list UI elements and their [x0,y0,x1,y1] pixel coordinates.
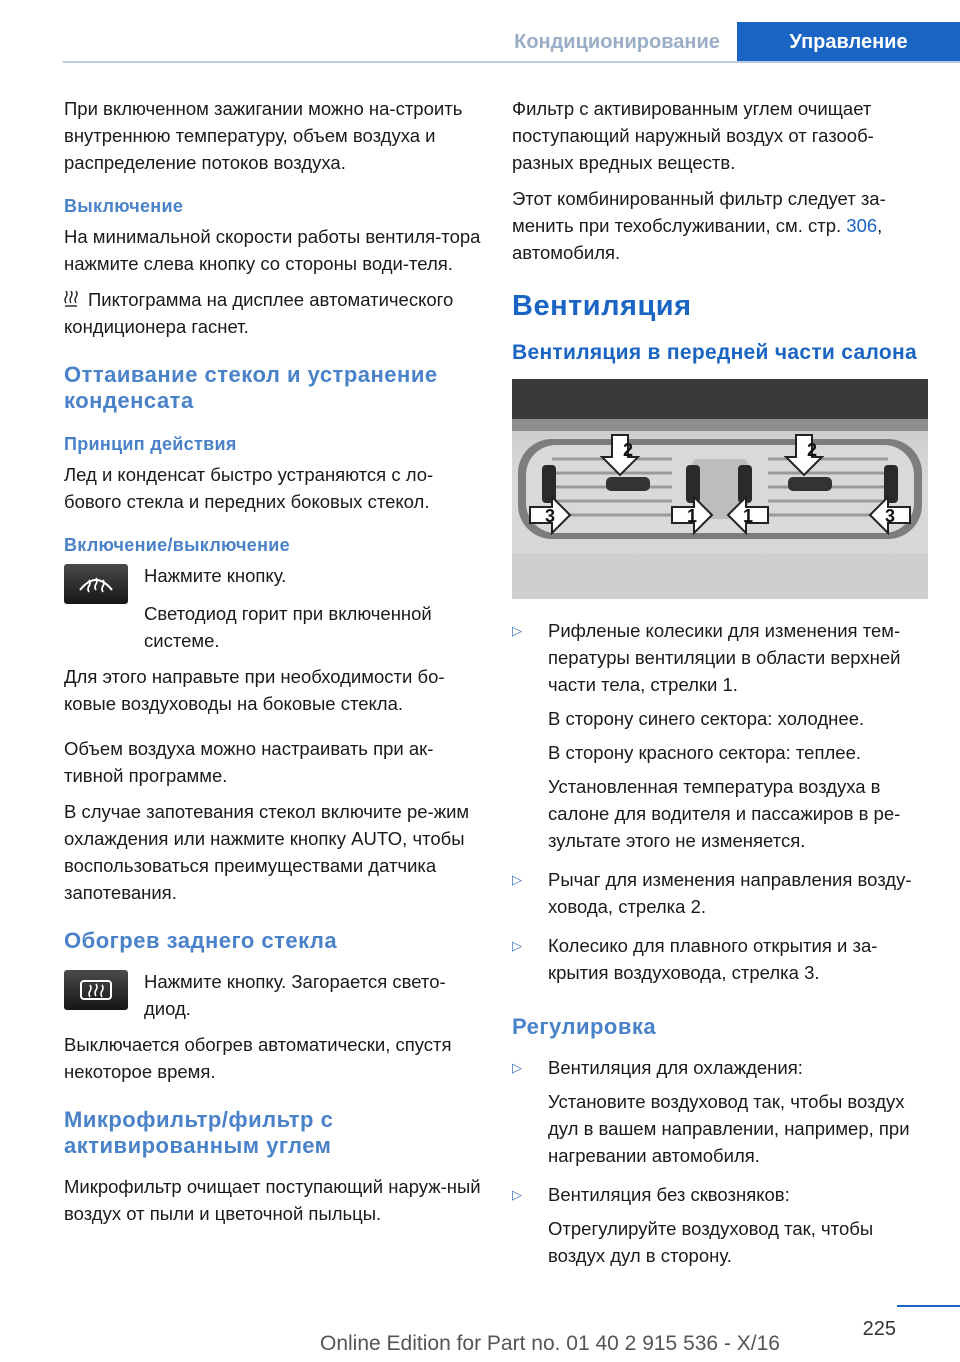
filter-heading: Микрофильтр/фильтр с активированным углем [64,1107,334,1158]
triangle-bullet-icon: ▷ [512,1060,522,1075]
dashboard-vents-photo [512,379,928,599]
filter-paragraph: Микрофильтр очищает поступающий наруж-ный воздух от пыли и цветочной пыльцы. [64,1176,481,1224]
triangle-bullet-icon: ▷ [512,938,522,953]
rear-press-text: Нажмите кнопку. Загорается свето-диод. [144,971,446,1019]
photo-label-3-right: 3 [884,506,896,526]
defrost-heading: Оттаивание стекол и устранение конденсата [64,362,438,413]
onoff-heading: Включение/выключение [64,535,290,555]
rear-button-row [64,968,482,1031]
right-column [512,95,932,1281]
header-section-tab: Кондиционирование [514,30,720,53]
edition-footer: Online Edition for Part no. 01 40 2 915 536 - X/16 [320,1332,780,1355]
led-paragraph [64,600,482,654]
off-paragraph: На минимальной скорости работы вентиля-тора нажмите слева кнопку со стороны води-теля. [64,226,481,274]
rear-heading: Обогрев заднего стекла [64,928,338,953]
rear-window-defrost-button-icon [64,970,128,1010]
triangle-bullet-icon: ▷ [512,623,522,638]
off-note-paragraph [64,286,482,340]
photo-label-1-right: 1 [742,506,754,526]
header-chapter-tab: Управление [737,22,960,62]
list-item: ▷ Рычаг для изменения направления возду-ховода, стрелка 2. [512,866,932,920]
direct-vents-paragraph: Для этого направьте при необходимости бо-ковые воздуховоды на боковые стекла. [64,666,445,714]
rear-off-paragraph: Выключается обогрев автоматически, спустя некоторое время. [64,1034,452,1082]
carbon-paragraph: Фильтр с активированным углем очищает поступающий наружный воздух от газооб-разных вредных веществ. [512,98,874,173]
vent-bullet-list [512,617,932,986]
photo-label-1-left: 1 [686,506,698,526]
off-heading: Выключение [64,196,184,216]
climate-display-icon [64,288,78,306]
replace-text-pre: Этот комбинированный фильтр следует за-менить при техобслуживании, см. стр. [512,188,886,236]
front-ventilation-heading: Вентиляция в передней части салона [512,341,917,364]
footer-rule [897,1305,960,1307]
off-note-text: Пиктограмма на дисплее автоматического кондиционера гаснет. [64,289,454,337]
triangle-bullet-icon: ▷ [512,1187,522,1202]
principle-heading: Принцип действия [64,434,237,454]
intro-paragraph: При включенном зажигании можно на-строить внутреннюю температуру, объем воздуха и распределение потоков воздуха. [64,98,463,173]
page-link[interactable]: 306 [846,215,878,236]
regulation-heading: Регулировка [512,1014,657,1039]
page-number: 225 [862,1318,896,1340]
fogging-paragraph: В случае запотевания стекол включите ре-жим охлаждения или нажмите кнопку AUTO, чтобы воспользоваться преимуществами датчика запотевания. [64,801,470,903]
led-text: Светодиод горит при включенной системе. [144,603,432,651]
press-button-text: Нажмите кнопку. [144,565,287,586]
replace-paragraph [512,185,932,266]
triangle-bullet-icon: ▷ [512,872,522,887]
list-item: ▷ Вентиляция без сквозняков: Отрегулируйте воздуховод так, чтобы воздух дул в сторону. [512,1181,932,1269]
list-item: ▷ Рифленые колесики для изменения тем-пературы вентиляции в области верхней части тела, стрелки 1. В сторону синего сектора: холоднее. В сторону красного сектора: теплее. Установленная температура воздуха в салоне для водителя и пассажиров в ре-зультате этого не изменяется. [512,617,932,854]
list-item: ▷ Вентиляция для охлаждения: Установите воздуховод так, чтобы воздух дул в вашем направлении, например, при нагревании автомобиля. [512,1054,932,1169]
photo-label-2-right: 2 [806,440,818,460]
photo-label-2-left: 2 [622,440,634,460]
windshield-defrost-button-icon [64,564,128,604]
replace-text-post: , автомобиля. [512,215,883,263]
list-item: ▷ Колесико для плавного открытия и за-крытия воздуховода, стрелка 3. [512,932,932,986]
ventilation-heading: Вентиляция [512,290,692,322]
photo-label-3-left: 3 [544,506,556,526]
volume-paragraph: Объем воздуха можно настраивать при ак-тивной программе. [64,738,434,786]
defrost-button-row [64,562,482,604]
principle-paragraph: Лед и конденсат быстро устраняются с ло-бового стекла и передних боковых стекол. [64,464,434,512]
regulation-bullet-list [512,1054,932,1269]
header-rule [63,61,960,63]
left-column [64,95,482,1236]
